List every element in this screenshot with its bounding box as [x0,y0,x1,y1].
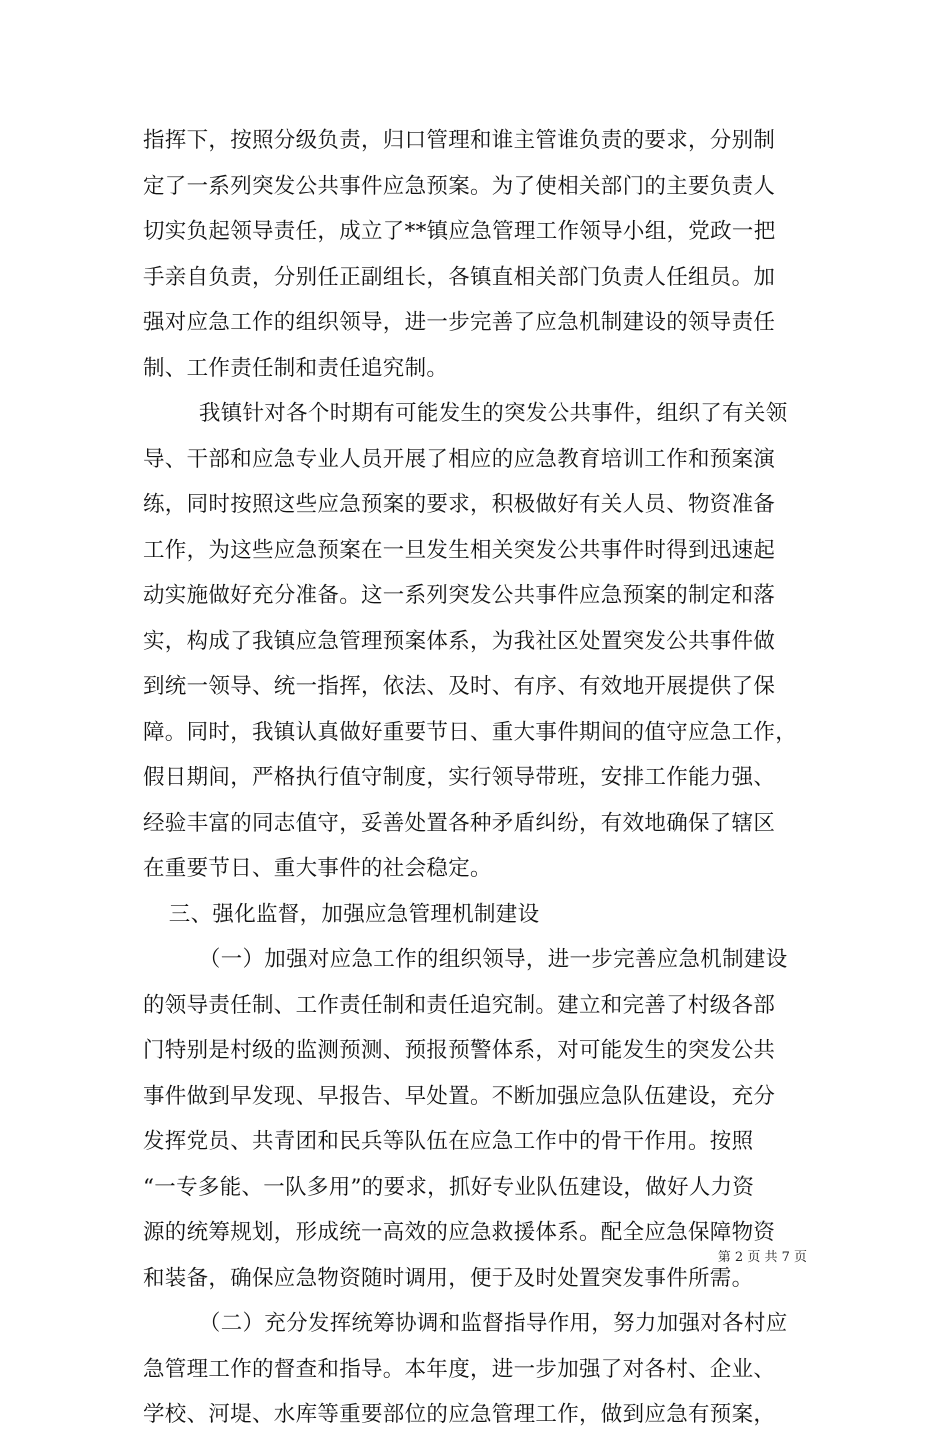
text-line: 经验丰富的同志值守，妥善处置各种矛盾纠纷，有效地确保了辖区 [143,810,776,836]
text-line: 手亲自负责，分别任正副组长，各镇直相关部门负责人任组员。加 [143,264,776,290]
text-line: 门特别是村级的监测预测、预报预警体系，对可能发生的突发公共 [143,1038,776,1063]
text-line: 在重要节日、重大事件的社会稳定。 [143,856,492,881]
text-line: 强对应急工作的组织领导，进一步完善了应急机制建设的领导责任 [143,310,776,335]
text-line: 到统一领导、统一指挥，依法、及时、有序、有效地开展提供了保 [143,674,776,699]
text-line: 三、强化监督，加强应急管理机制建设 [168,901,540,927]
text-line: 急管理工作的督查和指导。本年度，进一步加强了对各村、企业、 [143,1356,776,1382]
text-line: 工作，为这些应急预案在一旦发生相关突发公共事件时得到迅速起 [143,537,776,563]
text-line: 源的统筹规划，形成统一高效的应急救援体系。配全应急保障物资 [143,1220,776,1245]
text-line: 定了一系列突发公共事件应急预案。为了使相关部门的主要负责人 [143,173,776,199]
text-line: 的领导责任制、工作责任制和责任追究制。建立和完善了村级各部 [143,992,776,1018]
text-line: 发挥党员、共青团和民兵等队伍在应急工作中的骨干作用。按照 [143,1129,754,1154]
text-line: 假日期间，严格执行值守制度，实行领导带班，安排工作能力强、 [143,765,776,790]
text-line: 事件做到早发现、早报告、早处置。不断加强应急队伍建设，充分 [143,1083,776,1109]
text-line: （一）加强对应急工作的组织领导，进一步完善应急机制建设 [198,947,788,972]
text-line: 动实施做好充分准备。这一系列突发公共事件应急预案的制定和落 [143,583,776,608]
text-line: 切实负起领导责任，成立了**镇应急管理工作领导小组，党政一把 [143,219,776,244]
text-line: 障。同时，我镇认真做好重要节日、重大事件期间的值守应急工作， [143,719,798,745]
text-line: 导、干部和应急专业人员开展了相应的应急教育培训工作和预案演 [143,446,776,472]
text-line: （二）充分发挥统筹协调和监督指导作用，努力加强对各村应 [198,1311,788,1336]
page-footer: 第 2 页 共 7 页 [717,1250,807,1265]
text-line: 实，构成了我镇应急管理预案体系，为我社区处置突发公共事件做 [143,628,776,654]
text-line: 我镇针对各个时期有可能发生的突发公共事件，组织了有关领 [198,401,788,426]
text-line: 指挥下，按照分级负责，归口管理和谁主管谁负责的要求，分别制 [143,128,776,153]
text-line: 和装备，确保应急物资随时调用，便于及时处置突发事件所需。 [143,1265,754,1291]
text-line: 制、工作责任制和责任追究制。 [143,355,449,381]
text-line: 练，同时按照这些应急预案的要求，积极做好有关人员、物资准备 [143,492,776,517]
document-body [143,118,823,1438]
text-line: “一专多能、一队多用”的要求，抓好专业队伍建设，做好人力资 [143,1174,755,1200]
text-line: 学校、河堤、水库等重要部位的应急管理工作，做到应急有预案， [143,1402,776,1427]
